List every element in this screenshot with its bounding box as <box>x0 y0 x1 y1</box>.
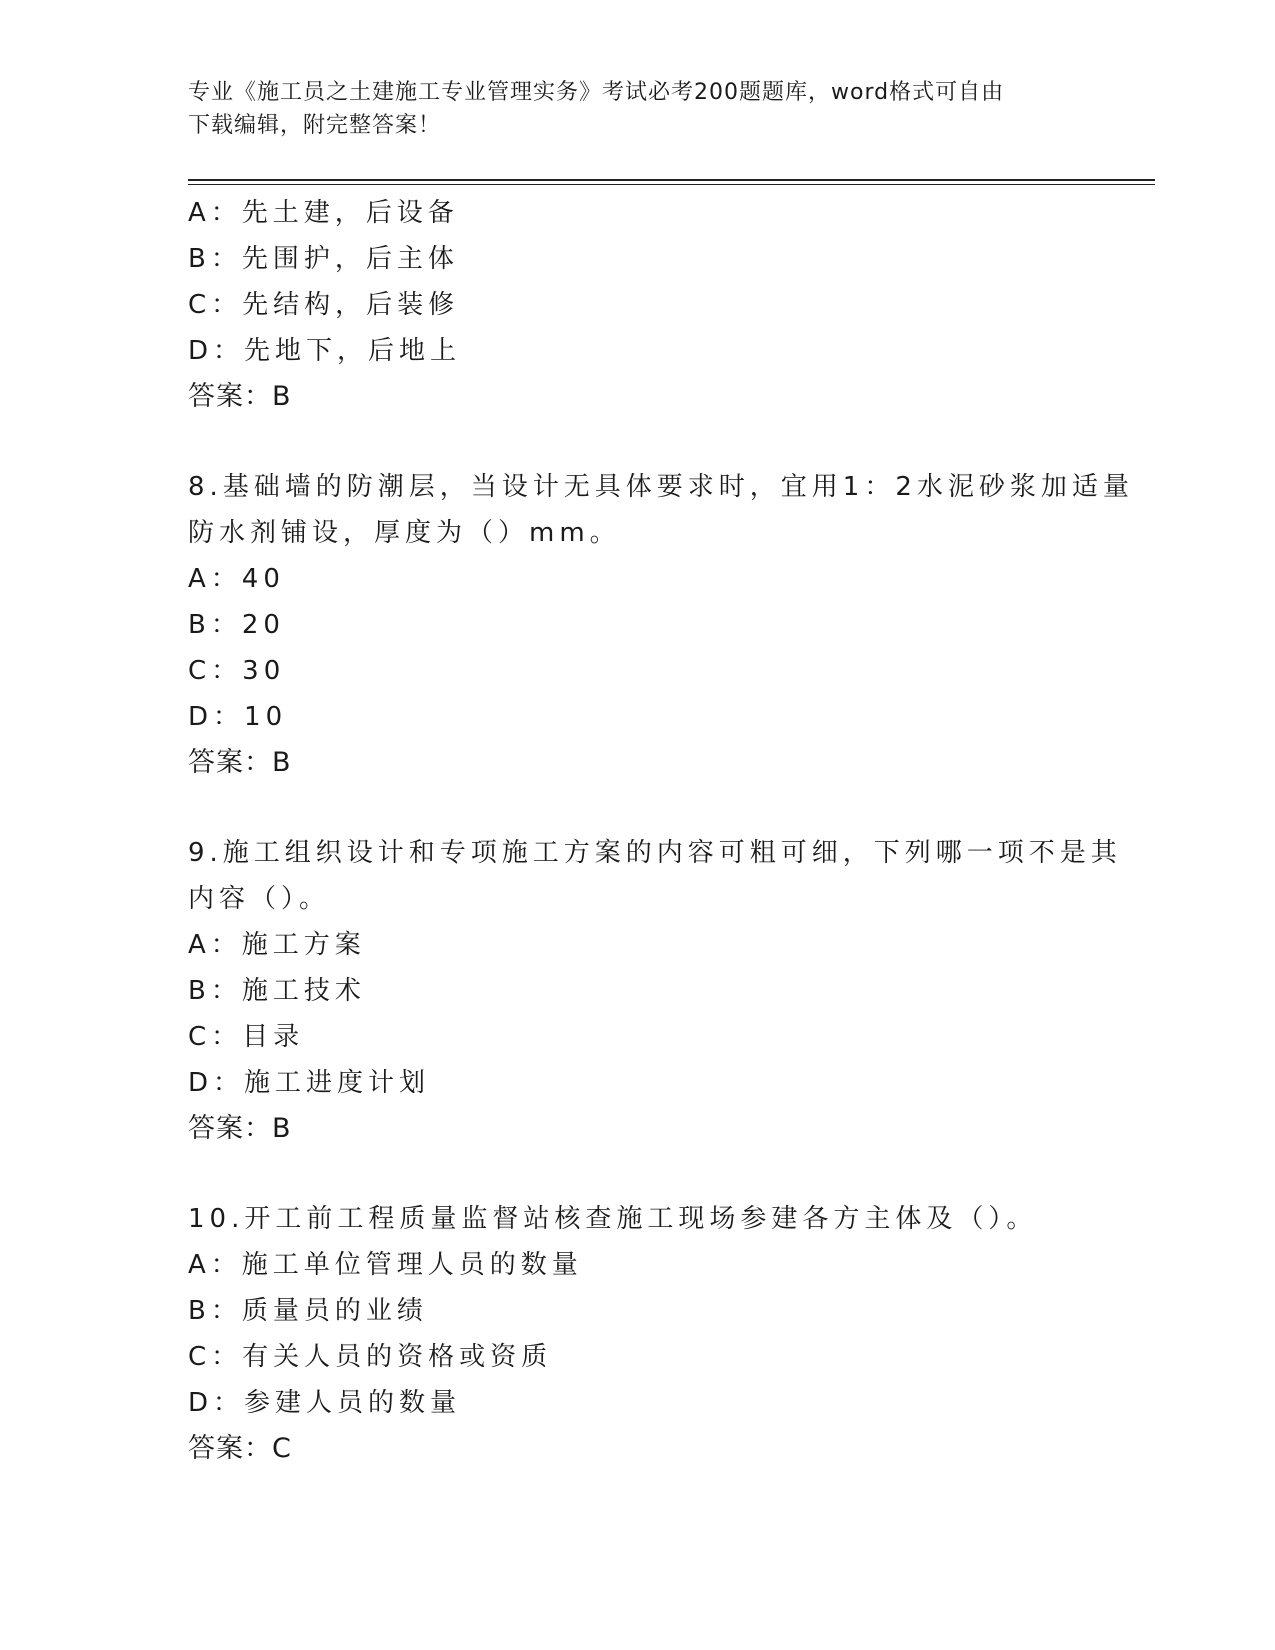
option-c: C：有关人员的资格或资质 <box>188 1342 553 1372</box>
option-d: D：施工进度计划 <box>188 1068 431 1098</box>
option-a: A：40 <box>188 564 285 594</box>
option-d: D：先地下，后地上 <box>188 336 462 366</box>
header-rule-thick <box>188 179 1155 181</box>
option-b: B：先围护，后主体 <box>188 244 459 274</box>
question-stem-line-2: 防水剂铺设，厚度为（）mm。 <box>188 518 621 548</box>
answer: 答案：B <box>188 747 292 778</box>
answer: 答案：C <box>188 1433 292 1464</box>
header-line-1: 专业《施工员之土建施工专业管理实务》考试必考200题题库，word格式可自由 <box>188 80 1005 105</box>
question-list <box>188 190 1134 1472</box>
header-line-2: 下载编辑，附完整答案！ <box>188 113 442 138</box>
question-10 <box>188 1196 1088 1472</box>
option-c: C：先结构，后装修 <box>188 290 460 320</box>
option-c: C：目录 <box>188 1022 305 1052</box>
question-stem-line-1: 10.开工前工程质量监督站核查施工现场参建各方主体及（）。 <box>188 1204 1038 1234</box>
question-9 <box>188 830 1122 1152</box>
option-d: D：10 <box>188 702 288 732</box>
option-a: A：施工单位管理人员的数量 <box>188 1250 583 1280</box>
question-stem-line-2: 内容（）。 <box>188 884 331 914</box>
option-b: B：施工技术 <box>188 976 366 1006</box>
option-a: A：施工方案 <box>188 930 366 960</box>
option-b: B：质量员的业绩 <box>188 1296 428 1326</box>
question-stem-line-1: 9.施工组织设计和专项施工方案的内容可粗可细，下列哪一项不是其 <box>188 838 1122 868</box>
option-d: D：参建人员的数量 <box>188 1388 462 1418</box>
question-7 <box>188 190 1088 420</box>
option-c: C：30 <box>188 656 286 686</box>
answer: 答案：B <box>188 1113 292 1144</box>
question-stem-line-1: 8.基础墙的防潮层，当设计无具体要求时，宜用1：2水泥砂浆加适量 <box>188 472 1134 502</box>
option-b: B：20 <box>188 610 285 640</box>
header-rule-thin <box>188 184 1155 185</box>
question-8 <box>188 464 1134 786</box>
answer: 答案：B <box>188 381 292 412</box>
document-header <box>188 76 1068 142</box>
option-a: A：先土建，后设备 <box>188 198 459 228</box>
